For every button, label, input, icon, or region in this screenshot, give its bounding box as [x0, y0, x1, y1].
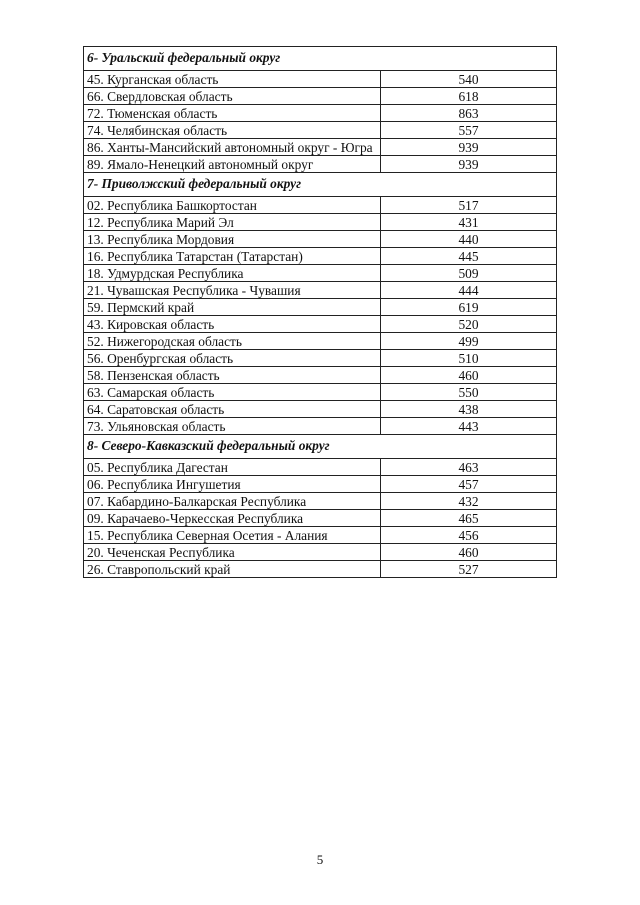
table-row	[84, 265, 557, 282]
table-row	[84, 401, 557, 418]
document-page	[83, 46, 556, 578]
region-name: 07. Кабардино-Балкарская Республика	[84, 493, 381, 510]
region-name: 15. Республика Северная Осетия - Алания	[84, 527, 381, 544]
table-row	[84, 384, 557, 401]
region-name: 13. Республика Мордовия	[84, 231, 381, 248]
region-name: 18. Удмурдская Республика	[84, 265, 381, 282]
table-row	[84, 197, 557, 214]
region-name: 66. Свердловская область	[84, 88, 381, 105]
region-name: 16. Республика Татарстан (Татарстан)	[84, 248, 381, 265]
table-row	[84, 418, 557, 435]
region-name: 56. Оренбургская область	[84, 350, 381, 367]
region-value: 939	[381, 139, 557, 156]
table-row	[84, 544, 557, 561]
region-value: 618	[381, 88, 557, 105]
region-name: 05. Республика Дагестан	[84, 459, 381, 476]
table-row	[84, 493, 557, 510]
table-row	[84, 105, 557, 122]
district-table	[83, 46, 557, 578]
region-name: 59. Пермский край	[84, 299, 381, 316]
region-value: 460	[381, 544, 557, 561]
section-header-volga	[84, 173, 557, 197]
region-name: 06. Республика Ингушетия	[84, 476, 381, 493]
region-value: 550	[381, 384, 557, 401]
table-row	[84, 367, 557, 384]
region-name: 89. Ямало-Ненецкий автономный округ	[84, 156, 381, 173]
region-value: 443	[381, 418, 557, 435]
table-row	[84, 71, 557, 88]
region-name: 43. Кировская область	[84, 316, 381, 333]
table-row	[84, 316, 557, 333]
section-header-ural	[84, 47, 557, 71]
region-value: 510	[381, 350, 557, 367]
region-value: 444	[381, 282, 557, 299]
region-name: 73. Ульяновская область	[84, 418, 381, 435]
region-value: 527	[381, 561, 557, 578]
table-row	[84, 122, 557, 139]
region-name: 64. Саратовская область	[84, 401, 381, 418]
region-name: 20. Чеченская Республика	[84, 544, 381, 561]
table-row	[84, 459, 557, 476]
region-value: 939	[381, 156, 557, 173]
region-name: 21. Чувашская Республика - Чувашия	[84, 282, 381, 299]
region-value: 465	[381, 510, 557, 527]
table-row	[84, 561, 557, 578]
table-row	[84, 156, 557, 173]
region-value: 863	[381, 105, 557, 122]
table-row	[84, 476, 557, 493]
region-value: 440	[381, 231, 557, 248]
region-value: 456	[381, 527, 557, 544]
region-value: 557	[381, 122, 557, 139]
region-name: 09. Карачаево-Черкесская Республика	[84, 510, 381, 527]
table-row	[84, 248, 557, 265]
region-value: 540	[381, 71, 557, 88]
region-name: 63. Самарская область	[84, 384, 381, 401]
table-row	[84, 527, 557, 544]
region-value: 457	[381, 476, 557, 493]
table-row	[84, 139, 557, 156]
table-row	[84, 510, 557, 527]
section-title: 7- Приволжский федеральный округ	[84, 173, 557, 197]
region-value: 619	[381, 299, 557, 316]
region-name: 72. Тюменская область	[84, 105, 381, 122]
region-name: 26. Ставропольский край	[84, 561, 381, 578]
region-value: 460	[381, 367, 557, 384]
table-row	[84, 350, 557, 367]
region-value: 499	[381, 333, 557, 350]
section-title: 8- Северо-Кавказский федеральный округ	[84, 435, 557, 459]
section-header-north-caucasus	[84, 435, 557, 459]
region-name: 12. Республика Марий Эл	[84, 214, 381, 231]
page-number: 5	[316, 852, 324, 867]
region-value: 520	[381, 316, 557, 333]
table-row	[84, 299, 557, 316]
region-name: 74. Челябинская область	[84, 122, 381, 139]
table-row	[84, 333, 557, 350]
region-value: 463	[381, 459, 557, 476]
region-value: 431	[381, 214, 557, 231]
region-value: 517	[381, 197, 557, 214]
region-value: 438	[381, 401, 557, 418]
table-row	[84, 88, 557, 105]
region-value: 432	[381, 493, 557, 510]
region-name: 45. Курганская область	[84, 71, 381, 88]
table-row	[84, 282, 557, 299]
region-value: 509	[381, 265, 557, 282]
region-name: 86. Ханты-Мансийский автономный округ - Югра	[84, 139, 381, 156]
table-row	[84, 214, 557, 231]
section-title: 6- Уральский федеральный округ	[84, 47, 557, 71]
region-name: 58. Пензенская область	[84, 367, 381, 384]
region-value: 445	[381, 248, 557, 265]
region-name: 02. Республика Башкортостан	[84, 197, 381, 214]
region-name: 52. Нижегородская область	[84, 333, 381, 350]
table-row	[84, 231, 557, 248]
